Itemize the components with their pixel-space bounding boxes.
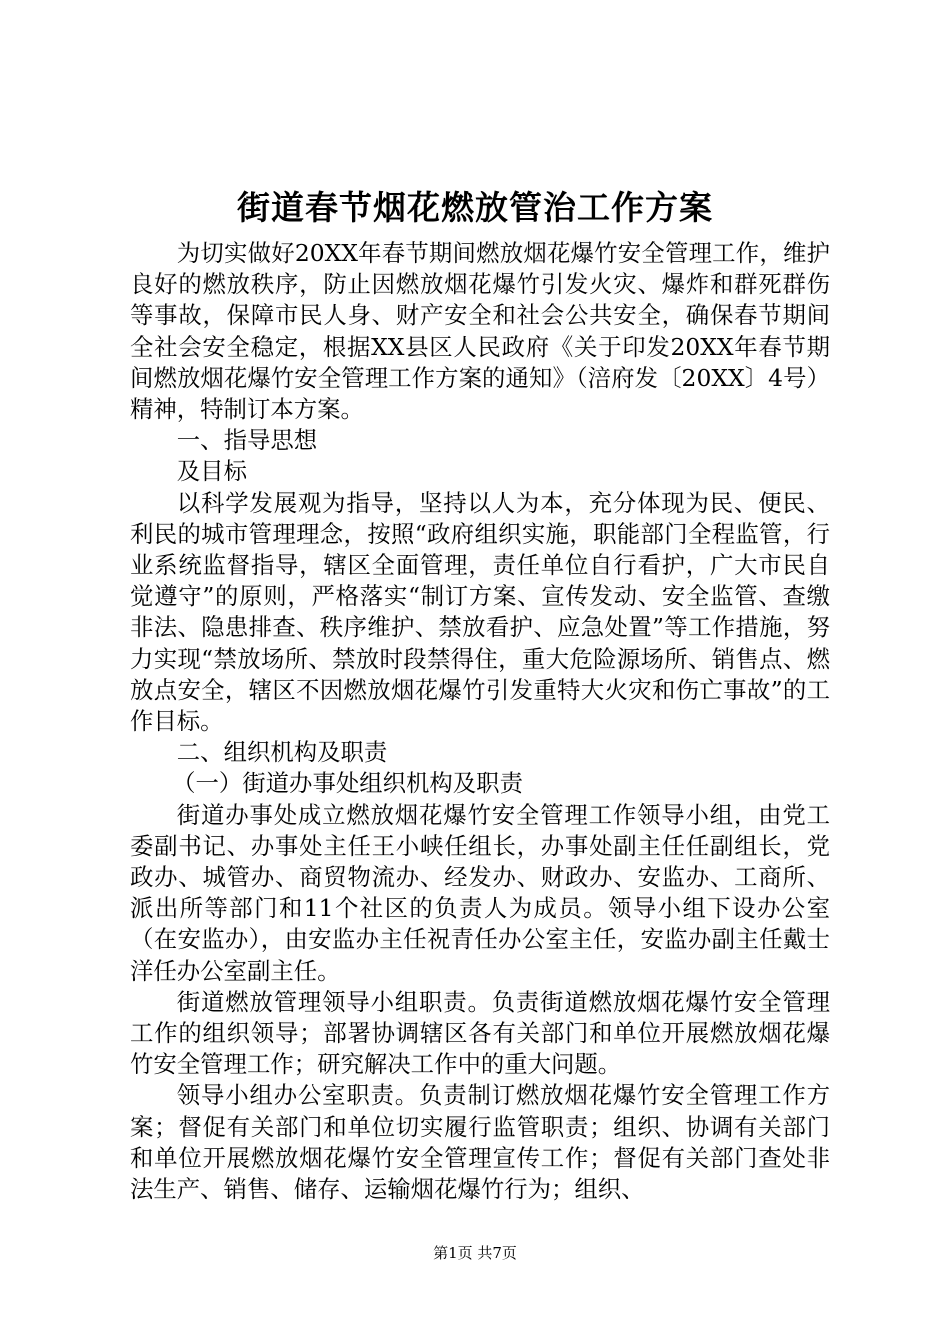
- page-footer: 第1页 共7页: [433, 1244, 517, 1262]
- section-heading-guiding-thought: 一、指导思想: [176, 426, 318, 455]
- paragraph-office-duties: 领导小组办公室职责。负责制订燃放烟花爆竹安全管理工作方案；督促有关部门和单位切实履行监管职责；组织、协调有关部门和单位开展燃放烟花爆竹安全管理宣传工作；督促有关部门查处非法生产、销售、储存、运输烟花爆竹行为；组织、: [130, 1081, 830, 1204]
- section-heading-goals: 及目标: [176, 457, 247, 486]
- paragraph-guiding-principle: 以科学发展观为指导，坚持以人为本，充分体现为民、便民、利民的城市管理理念，按照“政府组织实施，职能部门全程监管，行业系统监督指导，辖区全面管理，责任单位自行看护，广大市民自觉遵守”的原则，严格落实“制订方案、宣传发动、安全监管、查缴非法、隐患排查、秩序维护、禁放看护、应急处置”等工作措施，努力实现“禁放场所、禁放时段禁得住，重大危险源场所、销售点、燃放点安全，辖区不因燃放烟花爆竹引发重特大火灾和伤亡事故”的工作目标。: [130, 488, 830, 736]
- paragraph-intro: 为切实做好20XX年春节期间燃放烟花爆竹安全管理工作，维护良好的燃放秩序，防止因燃放烟花爆竹引发火灾、爆炸和群死群伤等事故，保障市民人身、财产安全和社会公共安全，确保春节期间全社会安全稳定，根据XX县区人民政府《关于印发20XX年春节期间燃放烟花爆竹安全管理工作方案的通知》（涪府发〔20XX〕4号）精神，特制订本方案。: [130, 239, 830, 424]
- section-heading-organization: 二、组织机构及职责: [176, 738, 388, 767]
- subsection-heading-street-office: （一）街道办事处组织机构及职责: [172, 769, 523, 798]
- document-title: 街道春节烟花燃放管治工作方案: [237, 188, 713, 227]
- paragraph-leading-group: 街道办事处成立燃放烟花爆竹安全管理工作领导小组，由党工委副书记、办事处主任王小峡任组长，办事处副主任任副组长，党政办、城管办、商贸物流办、经发办、财政办、安监办、工商所、派出所等部门和11个社区的负责人为成员。领导小组下设办公室（在安监办），由安监办主任祝青任办公室主任，安监办副主任戴士洋任办公室副主任。: [130, 800, 830, 985]
- paragraph-group-duties: 街道燃放管理领导小组职责。负责街道燃放烟花爆竹安全管理工作的组织领导；部署协调辖区各有关部门和单位开展燃放烟花爆竹安全管理工作；研究解决工作中的重大问题。: [130, 987, 830, 1079]
- document-body: [130, 238, 830, 1205]
